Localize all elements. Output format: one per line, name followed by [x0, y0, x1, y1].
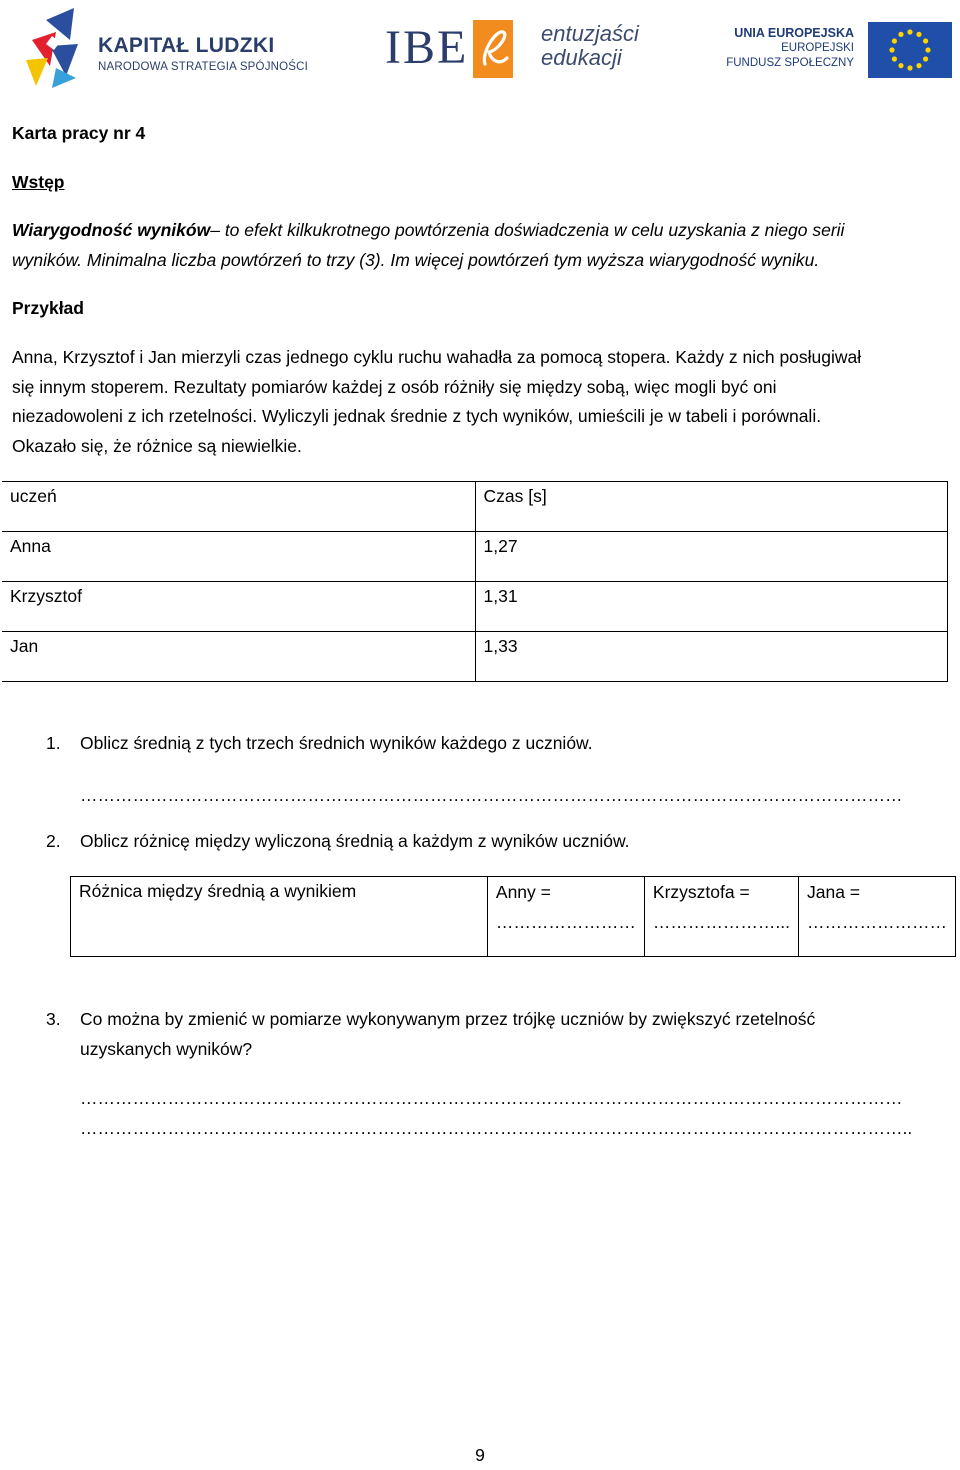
example-line-1: Anna, Krzysztof i Jan mierzyli czas jednego cyklu ruchu wahadła za pomocą stopera. Każdy z nich posługiwał [12, 347, 862, 367]
task-3-number: 3. [46, 1009, 61, 1029]
difference-cell-jana-label: Jana = [807, 882, 861, 902]
page-number: 9 [475, 1445, 485, 1465]
kapital-ludzki-logo [26, 6, 309, 90]
task-3-answer-line-1[interactable]: …………………………………………………………………………………………………………………………… [80, 1088, 903, 1108]
difference-cell-krzysztofa-blank[interactable]: …………………... [652, 912, 790, 932]
kapital-ludzki-title: KAPITAŁ LUDZKI [98, 34, 275, 57]
difference-cell-anny[interactable] [487, 877, 644, 957]
example-line-3: niezadowoleni z ich rzetelności. Wyliczyli jednak średnie z tych wyników, umieścili je w tabeli i porównali. [12, 406, 822, 426]
task-2-text: Oblicz różnicę między wyliczoną średnią a każdym z wyników uczniów. [80, 831, 630, 851]
task-2-number: 2. [46, 831, 61, 851]
definition-line-1 [12, 215, 844, 245]
ibe-logo [385, 18, 645, 82]
results-table [2, 481, 948, 682]
worksheet-title: Karta pracy nr 4 [12, 123, 146, 143]
results-cell-name: Jan [2, 632, 475, 682]
task-1-answer-line[interactable]: …………………………………………………………………………………………………………………………… [80, 785, 903, 805]
results-header-student: uczeń [2, 482, 475, 532]
difference-table [70, 876, 956, 957]
eu-logo [726, 22, 952, 80]
eu-line-2: EUROPEJSKI [781, 42, 854, 54]
entuzjasci-edukacji-mark [473, 20, 513, 78]
results-cell-time: 1,27 [475, 532, 948, 582]
ibe-tagline-1: entuzjaści [541, 21, 639, 46]
difference-cell-krzysztofa[interactable] [644, 877, 798, 957]
results-cell-name: Anna [2, 532, 475, 582]
results-cell-time: 1,31 [475, 582, 948, 632]
example-line-4: Okazało się, że różnice są niewielkie. [12, 436, 302, 456]
difference-cell-jana[interactable] [799, 877, 956, 957]
task-1-text: Oblicz średnią z tych trzech średnich wyników każdego z uczniów. [80, 733, 593, 753]
kapital-ludzki-star-icon [26, 6, 86, 90]
task-3-answer-line-2[interactable]: …………………………………………………………………………………………………………………………….. [80, 1118, 913, 1138]
entuzjasci-edukacji-text [541, 22, 639, 70]
task-3-text-line-2: uzyskanych wyników? [80, 1039, 253, 1059]
difference-label: Różnica między średnią a wynikiem [71, 877, 488, 957]
ibe-abbreviation: IBE [385, 21, 469, 74]
task-3-text-line-1: Co można by zmienić w pomiarze wykonywanym przez trójkę uczniów by zwiększyć rzetelność [80, 1009, 816, 1029]
definition-line-1-rest: – to efekt kilkukrotnego powtórzenia doświadczenia w celu uzyskania z niego serii [210, 220, 845, 240]
results-header-time: Czas [s] [475, 482, 948, 532]
difference-cell-jana-blank[interactable]: …………………… [807, 912, 947, 932]
example-heading: Przykład [12, 298, 84, 318]
definition-term: Wiarygodność wyników [12, 220, 211, 240]
difference-table-row [71, 877, 956, 957]
table-row [2, 582, 948, 632]
eu-flag-icon [868, 22, 952, 78]
intro-heading: Wstęp [12, 172, 65, 192]
ibe-tagline-2: edukacji [541, 45, 622, 70]
results-cell-time: 1,33 [475, 632, 948, 682]
example-line-2: się innym stoperem. Rezultaty pomiarów każdej z osób różniły się między sobą, więc mogli być oni [12, 377, 777, 397]
table-row [2, 532, 948, 582]
e-swirl-icon [473, 20, 513, 78]
task-1-number: 1. [46, 733, 61, 753]
results-cell-name: Krzysztof [2, 582, 475, 632]
difference-cell-krzysztofa-label: Krzysztofa = [652, 882, 750, 902]
difference-cell-anny-label: Anny = [495, 882, 551, 902]
table-row [2, 632, 948, 682]
results-table-header-row [2, 482, 948, 532]
definition-line-2: wyników. Minimalna liczba powtórzeń to trzy (3). Im więcej powtórzeń tym wyższa wiarygodność wyniku. [12, 250, 820, 270]
eu-line-3: FUNDUSZ SPOŁECZNY [726, 57, 854, 69]
eu-line-1: UNIA EUROPEJSKA [734, 26, 854, 40]
kapital-ludzki-subtitle: NARODOWA STRATEGIA SPÓJNOŚCI [98, 61, 309, 73]
difference-cell-anny-blank[interactable]: …………………… [495, 912, 636, 932]
